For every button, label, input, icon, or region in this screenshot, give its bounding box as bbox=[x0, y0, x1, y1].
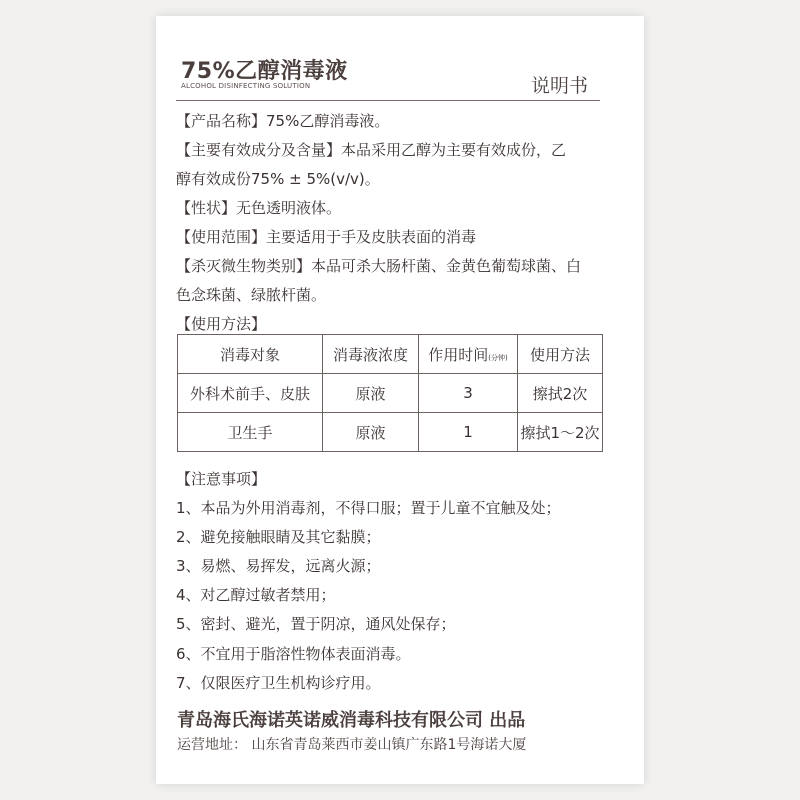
table-row bbox=[178, 413, 603, 452]
usage-table bbox=[177, 334, 603, 452]
row2-method: 擦拭1～2次 bbox=[518, 413, 603, 452]
table-row bbox=[178, 374, 603, 413]
header-time bbox=[419, 335, 518, 374]
note-item: 3、易燃、易挥发，远离火源； bbox=[176, 557, 381, 575]
ingredient-line: 【主要有效成分及含量】本品采用乙醇为主要有效成份，乙 bbox=[176, 141, 567, 159]
table-header-row bbox=[178, 335, 603, 374]
row1-target: 外科术前手、皮肤 bbox=[178, 374, 323, 413]
ingredient-line-cont: 醇有效成份75% ± 5%(v/v)。 bbox=[176, 170, 380, 188]
row2-target: 卫生手 bbox=[178, 413, 323, 452]
note-item: 1、本品为外用消毒剂，不得口服；置于儿童不宜触及处； bbox=[176, 499, 561, 517]
header-time-label: 作用时间 bbox=[428, 345, 489, 364]
product-name-line: 【产品名称】75%乙醇消毒液。 bbox=[176, 112, 390, 130]
note-item: 7、仅限医疗卫生机构诊疗用。 bbox=[176, 674, 381, 692]
note-item: 4、对乙醇过敏者禁用； bbox=[176, 586, 336, 604]
row1-time: 3 bbox=[419, 374, 518, 413]
note-item: 6、不宜用于脂溶性物体表面消毒。 bbox=[176, 645, 411, 663]
row1-concentration: 原液 bbox=[323, 374, 419, 413]
instruction-card bbox=[156, 16, 644, 784]
appearance-line: 【性状】无色透明液体。 bbox=[176, 199, 342, 217]
microbe-line-cont: 色念珠菌、绿脓杆菌。 bbox=[176, 286, 327, 304]
company-name: 青岛海氏海诺英诺威消毒科技有限公司 出品 bbox=[177, 710, 526, 731]
scope-line: 【使用范围】主要适用于手及皮肤表面的消毒 bbox=[176, 228, 477, 246]
header-time-unit: (分钟) bbox=[488, 353, 508, 362]
note-item: 2、避免接触眼睛及其它黏膜； bbox=[176, 528, 381, 546]
microbe-line: 【杀灭微生物类别】本品可杀大肠杆菌、金黄色葡萄球菌、白 bbox=[176, 257, 582, 275]
header-divider bbox=[176, 100, 600, 101]
product-title: 75%乙醇消毒液 bbox=[181, 59, 348, 84]
header-target: 消毒对象 bbox=[178, 335, 323, 374]
header-concentration: 消毒液浓度 bbox=[323, 335, 419, 374]
header-method: 使用方法 bbox=[518, 335, 603, 374]
notes-heading: 【注意事项】 bbox=[176, 470, 267, 488]
note-item: 5、密封、避光，置于阴凉，通风处保存； bbox=[176, 615, 456, 633]
row2-concentration: 原液 bbox=[323, 413, 419, 452]
company-address: 运营地址： 山东省青岛莱西市姜山镇广东路1号海诺大厦 bbox=[177, 737, 527, 753]
usage-method-heading: 【使用方法】 bbox=[176, 315, 267, 333]
row1-method: 擦拭2次 bbox=[518, 374, 603, 413]
product-subtitle: ALCOHOL DISINFECTING SOLUTION bbox=[181, 82, 311, 90]
manual-label: 说明书 bbox=[531, 75, 589, 97]
row2-time: 1 bbox=[419, 413, 518, 452]
